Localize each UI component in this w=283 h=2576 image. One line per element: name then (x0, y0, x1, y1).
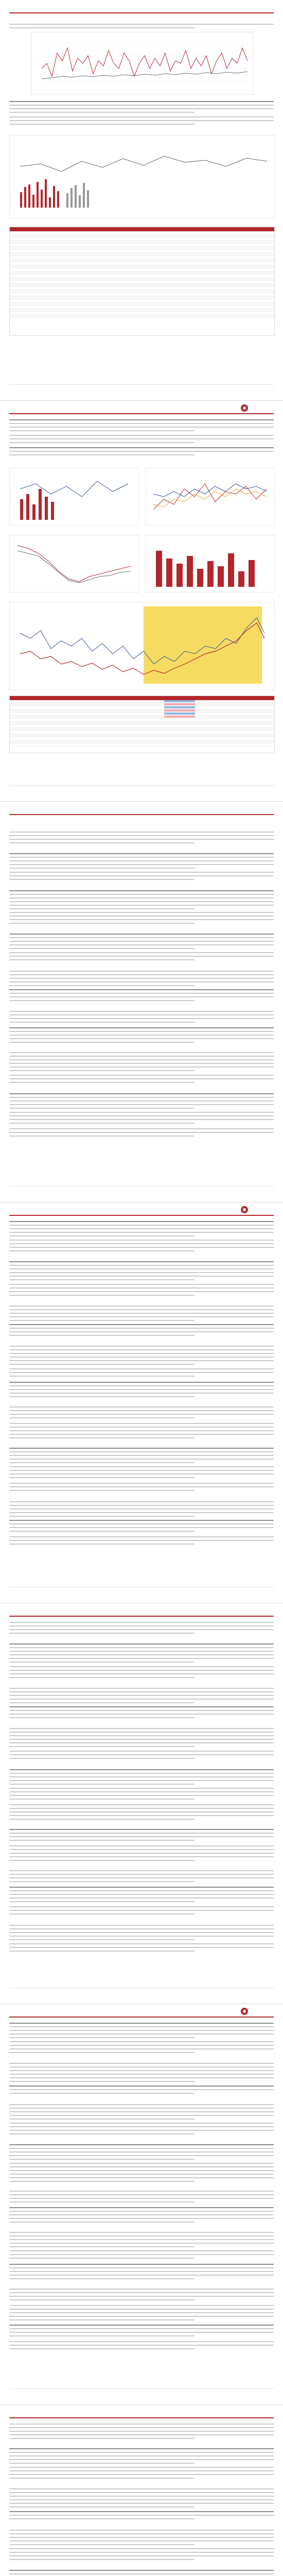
series-line-red (153, 484, 267, 510)
company-logo (241, 1206, 274, 1214)
series-line-2 (17, 551, 131, 583)
paragraph (9, 1261, 274, 1283)
paragraph (9, 872, 274, 883)
paragraph (9, 116, 274, 127)
bars-grey (66, 183, 89, 208)
company-logo (241, 2007, 274, 2015)
report-page-1 (0, 0, 283, 401)
paragraph (9, 1728, 274, 1750)
paragraph (9, 1769, 274, 1787)
paragraph (9, 1788, 274, 1802)
chart-right-svg (146, 468, 274, 525)
paragraph (9, 952, 274, 963)
paragraph (9, 2325, 274, 2339)
series-line-red (20, 623, 264, 674)
bar-line-chart (9, 135, 275, 218)
page-header (9, 2410, 274, 2418)
paragraph (9, 1925, 274, 1943)
bars (156, 551, 255, 587)
highlighted-chart-svg (10, 602, 274, 690)
paragraph (9, 24, 274, 31)
paragraph (9, 934, 274, 952)
bars (20, 179, 59, 208)
paragraph (9, 435, 274, 446)
company-logo-icon (241, 2008, 248, 2015)
page-footer (0, 787, 283, 792)
page-header (9, 2009, 274, 2018)
paragraph (9, 912, 274, 926)
table-row (10, 743, 274, 747)
paragraph (9, 853, 274, 871)
paragraph (9, 989, 274, 1004)
paragraph (9, 1306, 274, 1324)
series-line-blue (153, 484, 267, 497)
company-logo-icon (241, 1206, 248, 1213)
paragraph (9, 2123, 274, 2137)
paragraph (9, 1643, 274, 1665)
series-line (20, 156, 267, 172)
chart-left-2 (9, 535, 139, 592)
chart-left-2-svg (10, 535, 138, 592)
paragraph (9, 2023, 274, 2041)
report-page-6 (0, 2004, 283, 2405)
page-footer (0, 2390, 283, 2395)
paragraph (9, 1221, 274, 1239)
paragraph (9, 2104, 274, 2122)
paragraph (9, 1128, 274, 1139)
page-header (9, 5, 274, 13)
paragraph (9, 1536, 274, 1547)
page-footer (0, 1989, 283, 1994)
paragraph (9, 1906, 274, 1917)
paragraph (9, 1845, 274, 1863)
table-row (10, 315, 274, 318)
paragraph (9, 2570, 274, 2576)
page-footer (0, 1188, 283, 1193)
paragraph (9, 1501, 274, 1519)
paragraph (9, 1052, 274, 1074)
series-line-blue (20, 618, 264, 664)
paragraph (9, 1368, 274, 1379)
paragraph (9, 101, 274, 115)
report-page-3 (0, 802, 283, 1202)
chart-left-svg (10, 468, 138, 525)
paragraph (9, 2511, 274, 2522)
paragraph (9, 1346, 274, 1367)
paragraph (9, 2163, 274, 2184)
paragraph (9, 2341, 274, 2352)
paragraph (9, 2063, 274, 2084)
footer-divider (9, 785, 274, 786)
footer-divider (9, 2388, 274, 2389)
paragraph (9, 2305, 274, 2323)
paragraph (9, 1870, 274, 1885)
paragraph (9, 1448, 274, 1466)
paragraph (9, 1688, 274, 1706)
paragraph (9, 1406, 274, 1421)
paragraph (9, 419, 274, 434)
highlighted-chart (9, 602, 275, 690)
paragraph (9, 1706, 274, 1721)
paragraph (9, 832, 274, 846)
paragraph (9, 1943, 274, 1954)
paragraph (9, 1240, 274, 1254)
data-table-2 (9, 696, 275, 753)
paragraph (9, 2264, 274, 2282)
paragraph (9, 1483, 274, 1494)
page-header (9, 1608, 274, 1617)
paragraph (9, 2250, 274, 2261)
paragraph (9, 2207, 274, 2225)
table-header (10, 227, 274, 231)
page-header (9, 406, 274, 414)
report-page-7 (0, 2405, 283, 2576)
paragraph (9, 2530, 274, 2548)
chart-right-2 (145, 535, 275, 592)
paragraph (9, 2467, 274, 2481)
paragraph (9, 2424, 274, 2442)
bar-line-chart-svg (10, 135, 274, 218)
paragraph (9, 1027, 274, 1045)
page-footer (0, 386, 283, 391)
paragraph (9, 1622, 274, 1636)
paragraph (9, 1520, 274, 1534)
line-chart-svg (31, 32, 253, 94)
page-footer (0, 1588, 283, 1594)
footer-divider (9, 1186, 274, 1187)
data-table (9, 227, 275, 336)
chart-right-2-svg (146, 535, 274, 592)
paragraph (9, 1466, 274, 1481)
report-page-4 (0, 1202, 283, 1603)
line-chart (31, 32, 253, 95)
page-header (9, 1208, 274, 1216)
paragraph (9, 2144, 274, 2162)
paragraph (9, 1829, 274, 1843)
paragraph (9, 447, 274, 458)
company-logo (241, 404, 274, 412)
paragraph (9, 2086, 274, 2096)
paragraph (9, 2041, 274, 2056)
paragraph (9, 1284, 274, 1298)
chart-left (9, 468, 139, 526)
paragraph (9, 1382, 274, 1400)
paragraph (9, 1093, 274, 1111)
report-page-2 (0, 401, 283, 802)
page-header (9, 807, 274, 815)
table-header (10, 696, 274, 700)
paragraph (9, 890, 274, 912)
paragraph (9, 971, 274, 989)
chart-right (145, 468, 275, 526)
paragraph (9, 1112, 274, 1126)
series-line-red (42, 48, 247, 76)
paragraph (9, 1887, 274, 1905)
paragraph (9, 2448, 274, 2466)
series-line (20, 481, 128, 497)
paragraph (9, 2191, 274, 2205)
footer-divider (9, 384, 274, 385)
paragraph (9, 2232, 274, 2250)
paragraph (9, 1075, 274, 1086)
paragraph (9, 1666, 274, 1681)
paragraph (9, 1804, 274, 1822)
series-line (17, 546, 131, 582)
series-line-dark (42, 72, 247, 79)
company-logo-icon (241, 404, 248, 412)
paragraph (9, 2548, 274, 2563)
series-line-orange (153, 489, 267, 507)
paragraph (9, 2289, 274, 2303)
paragraph (9, 2488, 274, 2510)
paragraph (9, 1011, 274, 1025)
paragraph (9, 1324, 274, 1338)
report-page-5 (0, 1603, 283, 2004)
paragraph (9, 1751, 274, 1761)
bars (20, 489, 54, 520)
gridlines (42, 43, 247, 81)
paragraph (9, 1423, 274, 1441)
